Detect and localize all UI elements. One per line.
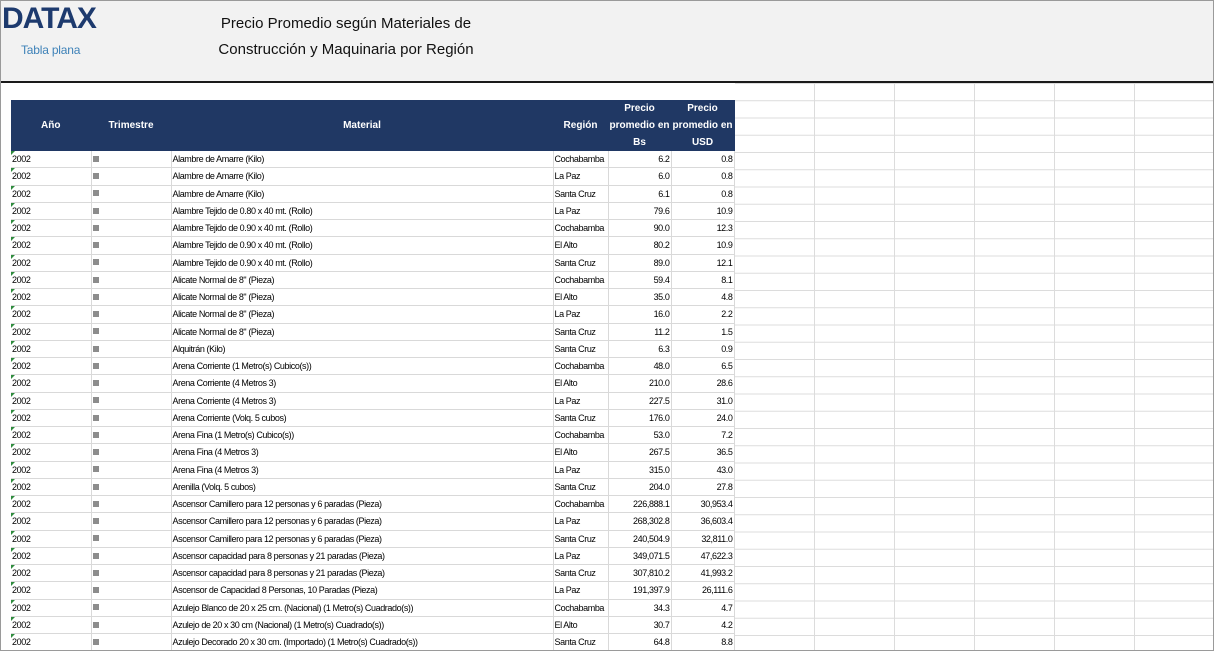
- quarter-cell[interactable]: [91, 151, 171, 168]
- year-cell[interactable]: 2002: [11, 202, 91, 219]
- price-usd-cell[interactable]: 12.3: [671, 220, 734, 237]
- price-table: [11, 100, 735, 651]
- year-cell[interactable]: 2002: [11, 220, 91, 237]
- material-cell[interactable]: Ascensor de Capacidad 8 Personas, 10 Paradas (Pieza): [171, 582, 553, 599]
- error-marker-icon: [93, 432, 99, 438]
- material-cell[interactable]: Alambre de Amarre (Kilo): [171, 151, 553, 168]
- material-cell[interactable]: Alicate Normal de 8" (Pieza): [171, 271, 553, 288]
- material-cell[interactable]: Alambre Tejido de 0.90 x 40 mt. (Rollo): [171, 237, 553, 254]
- material-cell[interactable]: Arena Corriente (4 Metros 3): [171, 392, 553, 409]
- material-cell[interactable]: Alambre de Amarre (Kilo): [171, 185, 553, 202]
- quarter-cell[interactable]: [91, 340, 171, 357]
- table-row[interactable]: [11, 254, 734, 271]
- price-bs-cell[interactable]: 267.5: [608, 444, 671, 461]
- quarter-cell[interactable]: [91, 513, 171, 530]
- error-marker-icon: [93, 570, 99, 576]
- quarter-cell[interactable]: [91, 496, 171, 513]
- material-cell[interactable]: Alambre Tejido de 0.90 x 40 mt. (Rollo): [171, 254, 553, 271]
- year-cell[interactable]: 2002: [11, 616, 91, 633]
- error-marker-icon: [93, 466, 99, 472]
- price-bs-cell[interactable]: 59.4: [608, 271, 671, 288]
- error-marker-icon: [93, 587, 99, 593]
- table-body: [11, 151, 734, 651]
- table-row[interactable]: [11, 513, 734, 530]
- quarter-cell[interactable]: [91, 582, 171, 599]
- price-usd-cell[interactable]: 0.8: [671, 151, 734, 168]
- price-bs-cell[interactable]: 307,810.2: [608, 565, 671, 582]
- year-cell[interactable]: 2002: [11, 168, 91, 185]
- price-usd-cell[interactable]: 0.8: [671, 168, 734, 185]
- price-usd-cell[interactable]: 4.7: [671, 599, 734, 616]
- price-bs-cell[interactable]: 227.5: [608, 392, 671, 409]
- material-cell[interactable]: Azulejo Blanco de 20 x 25 cm. (Nacional) (1 Metro(s) Cuadrado(s)): [171, 599, 553, 616]
- year-cell[interactable]: 2002: [11, 582, 91, 599]
- region-cell[interactable]: Santa Cruz: [553, 409, 608, 426]
- year-cell[interactable]: 2002: [11, 513, 91, 530]
- table-row[interactable]: [11, 375, 734, 392]
- quarter-cell[interactable]: [91, 289, 171, 306]
- price-usd-cell[interactable]: 1.5: [671, 323, 734, 340]
- column-header-region[interactable]: Región: [553, 100, 608, 151]
- material-cell[interactable]: Arena Corriente (4 Metros 3): [171, 375, 553, 392]
- table-row[interactable]: [11, 599, 734, 616]
- material-cell[interactable]: Alicate Normal de 8" (Pieza): [171, 289, 553, 306]
- price-usd-cell[interactable]: 8.1: [671, 271, 734, 288]
- quarter-cell[interactable]: [91, 220, 171, 237]
- year-cell[interactable]: 2002: [11, 151, 91, 168]
- error-marker-icon: [93, 294, 99, 300]
- table-row[interactable]: [11, 616, 734, 633]
- column-header-material[interactable]: Material: [171, 100, 553, 151]
- quarter-cell[interactable]: [91, 547, 171, 564]
- material-cell[interactable]: Azulejo Decorado 20 x 30 cm. (Importado) (1 Metro(s) Cuadrado(s)): [171, 634, 553, 651]
- region-cell[interactable]: La Paz: [553, 168, 608, 185]
- column-header-price-usd[interactable]: Precio promedio en USD: [671, 100, 734, 151]
- price-bs-cell[interactable]: 80.2: [608, 237, 671, 254]
- price-usd-cell[interactable]: 36.5: [671, 444, 734, 461]
- region-cell[interactable]: La Paz: [553, 202, 608, 219]
- year-cell[interactable]: 2002: [11, 306, 91, 323]
- table-row[interactable]: [11, 220, 734, 237]
- region-cell[interactable]: La Paz: [553, 392, 608, 409]
- year-cell[interactable]: 2002: [11, 565, 91, 582]
- year-cell[interactable]: 2002: [11, 409, 91, 426]
- region-cell[interactable]: Cochabamba: [553, 427, 608, 444]
- quarter-cell[interactable]: [91, 271, 171, 288]
- price-bs-cell[interactable]: 6.3: [608, 340, 671, 357]
- year-cell[interactable]: 2002: [11, 237, 91, 254]
- year-cell[interactable]: 2002: [11, 478, 91, 495]
- material-cell[interactable]: Alambre Tejido de 0.90 x 40 mt. (Rollo): [171, 220, 553, 237]
- error-marker-icon: [93, 208, 99, 214]
- report-banner: [1, 1, 1213, 83]
- quarter-cell[interactable]: [91, 409, 171, 426]
- report-title-line-1: Precio Promedio según Materiales de: [220, 15, 472, 32]
- table-row[interactable]: [11, 237, 734, 254]
- material-cell[interactable]: Azulejo de 20 x 30 cm (Nacional) (1 Metro(s) Cuadrado(s)): [171, 616, 553, 633]
- price-usd-cell[interactable]: 0.8: [671, 185, 734, 202]
- material-cell[interactable]: Arena Corriente (1 Metro(s) Cubico(s)): [171, 358, 553, 375]
- price-usd-cell[interactable]: 47,622.3: [671, 547, 734, 564]
- quarter-cell[interactable]: [91, 237, 171, 254]
- price-bs-cell[interactable]: 349,071.5: [608, 547, 671, 564]
- price-usd-cell[interactable]: 12.1: [671, 254, 734, 271]
- table-row[interactable]: [11, 409, 734, 426]
- year-cell[interactable]: 2002: [11, 392, 91, 409]
- region-cell[interactable]: La Paz: [553, 582, 608, 599]
- error-marker-icon: [93, 622, 99, 628]
- region-cell[interactable]: Santa Cruz: [553, 254, 608, 271]
- material-cell[interactable]: Arenilla (Volq. 5 cubos): [171, 478, 553, 495]
- region-cell[interactable]: Cochabamba: [553, 599, 608, 616]
- quarter-cell[interactable]: [91, 323, 171, 340]
- price-usd-cell[interactable]: 7.2: [671, 427, 734, 444]
- price-bs-cell[interactable]: 89.0: [608, 254, 671, 271]
- year-cell[interactable]: 2002: [11, 547, 91, 564]
- error-marker-icon: [93, 415, 99, 421]
- region-cell[interactable]: El Alto: [553, 289, 608, 306]
- quarter-cell[interactable]: [91, 634, 171, 651]
- error-marker-icon: [93, 242, 99, 248]
- quarter-cell[interactable]: [91, 427, 171, 444]
- table-row[interactable]: [11, 340, 734, 357]
- year-cell[interactable]: 2002: [11, 254, 91, 271]
- table-row[interactable]: [11, 358, 734, 375]
- material-cell[interactable]: Alicate Normal de 8" (Pieza): [171, 306, 553, 323]
- error-marker-icon: [93, 449, 99, 455]
- quarter-cell[interactable]: [91, 202, 171, 219]
- price-usd-cell[interactable]: 43.0: [671, 461, 734, 478]
- table-row[interactable]: [11, 547, 734, 564]
- year-cell[interactable]: 2002: [11, 375, 91, 392]
- quarter-cell[interactable]: [91, 358, 171, 375]
- quarter-cell[interactable]: [91, 530, 171, 547]
- region-cell[interactable]: El Alto: [553, 237, 608, 254]
- region-cell[interactable]: Cochabamba: [553, 496, 608, 513]
- datax-logo: DATAX: [2, 2, 96, 35]
- quarter-cell[interactable]: [91, 444, 171, 461]
- table-row[interactable]: [11, 323, 734, 340]
- price-usd-cell[interactable]: 32,811.0: [671, 530, 734, 547]
- report-title-line-2: Construcción y Maquinaria por Región: [218, 41, 474, 58]
- report-title: [191, 11, 501, 63]
- year-cell[interactable]: 2002: [11, 461, 91, 478]
- table-row[interactable]: [11, 271, 734, 288]
- error-marker-icon: [93, 639, 99, 645]
- error-marker-icon: [93, 553, 99, 559]
- price-bs-cell[interactable]: 226,888.1: [608, 496, 671, 513]
- year-cell[interactable]: 2002: [11, 340, 91, 357]
- region-cell[interactable]: La Paz: [553, 306, 608, 323]
- error-marker-icon: [93, 277, 99, 283]
- material-cell[interactable]: Ascensor Camillero para 12 personas y 6 paradas (Pieza): [171, 530, 553, 547]
- region-cell[interactable]: Santa Cruz: [553, 634, 608, 651]
- price-usd-cell[interactable]: 24.0: [671, 409, 734, 426]
- year-cell[interactable]: 2002: [11, 634, 91, 651]
- price-usd-cell[interactable]: 36,603.4: [671, 513, 734, 530]
- year-cell[interactable]: 2002: [11, 496, 91, 513]
- table-row[interactable]: [11, 496, 734, 513]
- price-bs-cell[interactable]: 35.0: [608, 289, 671, 306]
- material-cell[interactable]: Arena Fina (4 Metros 3): [171, 444, 553, 461]
- table-row[interactable]: [11, 530, 734, 547]
- price-bs-cell[interactable]: 268,302.8: [608, 513, 671, 530]
- region-cell[interactable]: Santa Cruz: [553, 478, 608, 495]
- price-bs-cell[interactable]: 6.0: [608, 168, 671, 185]
- price-bs-cell[interactable]: 240,504.9: [608, 530, 671, 547]
- error-marker-icon: [93, 363, 99, 369]
- price-bs-cell[interactable]: 176.0: [608, 409, 671, 426]
- region-cell[interactable]: Santa Cruz: [553, 565, 608, 582]
- price-usd-cell[interactable]: 0.9: [671, 340, 734, 357]
- error-marker-icon: [93, 328, 99, 334]
- price-usd-cell[interactable]: 28.6: [671, 375, 734, 392]
- year-cell[interactable]: 2002: [11, 271, 91, 288]
- price-usd-cell[interactable]: 10.9: [671, 202, 734, 219]
- price-usd-cell[interactable]: 4.8: [671, 289, 734, 306]
- price-bs-cell[interactable]: 64.8: [608, 634, 671, 651]
- quarter-cell[interactable]: [91, 392, 171, 409]
- error-marker-icon: [93, 535, 99, 541]
- table-row[interactable]: [11, 478, 734, 495]
- error-marker-icon: [93, 190, 99, 196]
- material-cell[interactable]: Ascensor capacidad para 8 personas y 21 paradas (Pieza): [171, 547, 553, 564]
- price-usd-cell[interactable]: 26,111.6: [671, 582, 734, 599]
- region-cell[interactable]: La Paz: [553, 461, 608, 478]
- price-usd-cell[interactable]: 2.2: [671, 306, 734, 323]
- material-cell[interactable]: Alicate Normal de 8" (Pieza): [171, 323, 553, 340]
- price-usd-cell[interactable]: 31.0: [671, 392, 734, 409]
- region-cell[interactable]: El Alto: [553, 375, 608, 392]
- table-row[interactable]: [11, 427, 734, 444]
- price-bs-cell[interactable]: 191,397.9: [608, 582, 671, 599]
- quarter-cell[interactable]: [91, 599, 171, 616]
- error-marker-icon: [93, 259, 99, 265]
- year-cell[interactable]: 2002: [11, 289, 91, 306]
- year-cell[interactable]: 2002: [11, 185, 91, 202]
- material-cell[interactable]: Ascensor Camillero para 12 personas y 6 paradas (Pieza): [171, 496, 553, 513]
- quarter-cell[interactable]: [91, 254, 171, 271]
- price-usd-cell[interactable]: 8.8: [671, 634, 734, 651]
- table-row[interactable]: [11, 289, 734, 306]
- table-row[interactable]: [11, 444, 734, 461]
- year-cell[interactable]: 2002: [11, 599, 91, 616]
- material-cell[interactable]: Arena Fina (1 Metro(s) Cubico(s)): [171, 427, 553, 444]
- error-marker-icon: [93, 225, 99, 231]
- table-row[interactable]: [11, 392, 734, 409]
- price-usd-cell[interactable]: 4.2: [671, 616, 734, 633]
- table-row[interactable]: [11, 202, 734, 219]
- material-cell[interactable]: Ascensor Camillero para 12 personas y 6 paradas (Pieza): [171, 513, 553, 530]
- quarter-cell[interactable]: [91, 375, 171, 392]
- price-bs-cell[interactable]: 53.0: [608, 427, 671, 444]
- price-bs-cell[interactable]: 16.0: [608, 306, 671, 323]
- quarter-cell[interactable]: [91, 461, 171, 478]
- error-marker-icon: [93, 173, 99, 179]
- price-bs-cell[interactable]: 315.0: [608, 461, 671, 478]
- column-header-year[interactable]: Año: [11, 100, 91, 151]
- material-cell[interactable]: Ascensor capacidad para 8 personas y 21 paradas (Pieza): [171, 565, 553, 582]
- price-usd-cell[interactable]: 27.8: [671, 478, 734, 495]
- region-cell[interactable]: Cochabamba: [553, 271, 608, 288]
- price-bs-cell[interactable]: 30.7: [608, 616, 671, 633]
- table-row[interactable]: [11, 185, 734, 202]
- region-cell[interactable]: Cochabamba: [553, 151, 608, 168]
- price-bs-cell[interactable]: 204.0: [608, 478, 671, 495]
- region-cell[interactable]: Santa Cruz: [553, 340, 608, 357]
- error-marker-icon: [93, 518, 99, 524]
- error-marker-icon: [93, 604, 99, 610]
- price-bs-cell[interactable]: 6.1: [608, 185, 671, 202]
- quarter-cell[interactable]: [91, 185, 171, 202]
- region-cell[interactable]: Santa Cruz: [553, 530, 608, 547]
- column-header-price-bs[interactable]: Precio promedio en Bs: [608, 100, 671, 151]
- price-bs-cell[interactable]: 90.0: [608, 220, 671, 237]
- table-row[interactable]: [11, 151, 734, 168]
- error-marker-icon: [93, 346, 99, 352]
- year-cell[interactable]: 2002: [11, 530, 91, 547]
- quarter-cell[interactable]: [91, 565, 171, 582]
- price-bs-cell[interactable]: 48.0: [608, 358, 671, 375]
- region-cell[interactable]: El Alto: [553, 616, 608, 633]
- column-header-quarter[interactable]: Trimestre: [91, 100, 171, 151]
- price-bs-cell[interactable]: 79.6: [608, 202, 671, 219]
- region-cell[interactable]: Cochabamba: [553, 220, 608, 237]
- error-marker-icon: [93, 311, 99, 317]
- material-cell[interactable]: Arena Corriente (Volq. 5 cubos): [171, 409, 553, 426]
- quarter-cell[interactable]: [91, 616, 171, 633]
- table-row[interactable]: [11, 168, 734, 185]
- table-row[interactable]: [11, 461, 734, 478]
- table-row[interactable]: [11, 634, 734, 651]
- table-row[interactable]: [11, 306, 734, 323]
- table-row[interactable]: [11, 565, 734, 582]
- year-cell[interactable]: 2002: [11, 427, 91, 444]
- error-marker-icon: [93, 397, 99, 403]
- region-cell[interactable]: La Paz: [553, 547, 608, 564]
- table-header-row: [11, 100, 734, 151]
- region-cell[interactable]: El Alto: [553, 444, 608, 461]
- material-cell[interactable]: Alambre de Amarre (Kilo): [171, 168, 553, 185]
- region-cell[interactable]: Santa Cruz: [553, 185, 608, 202]
- material-cell[interactable]: Alambre Tejido de 0.80 x 40 mt. (Rollo): [171, 202, 553, 219]
- quarter-cell[interactable]: [91, 306, 171, 323]
- price-bs-cell[interactable]: 210.0: [608, 375, 671, 392]
- error-marker-icon: [93, 156, 99, 162]
- region-cell[interactable]: La Paz: [553, 513, 608, 530]
- material-cell[interactable]: Arena Fina (4 Metros 3): [171, 461, 553, 478]
- price-bs-cell[interactable]: 6.2: [608, 151, 671, 168]
- error-marker-icon: [93, 501, 99, 507]
- table-row[interactable]: [11, 582, 734, 599]
- price-usd-cell[interactable]: 10.9: [671, 237, 734, 254]
- year-cell[interactable]: 2002: [11, 444, 91, 461]
- price-bs-cell[interactable]: 34.3: [608, 599, 671, 616]
- year-cell[interactable]: 2002: [11, 323, 91, 340]
- year-cell[interactable]: 2002: [11, 358, 91, 375]
- region-cell[interactable]: Cochabamba: [553, 358, 608, 375]
- logo-subtitle: Tabla plana: [21, 43, 81, 57]
- quarter-cell[interactable]: [91, 478, 171, 495]
- price-bs-cell[interactable]: 11.2: [608, 323, 671, 340]
- price-usd-cell[interactable]: 41,993.2: [671, 565, 734, 582]
- material-cell[interactable]: Alquitrán (Kilo): [171, 340, 553, 357]
- error-marker-icon: [93, 380, 99, 386]
- region-cell[interactable]: Santa Cruz: [553, 323, 608, 340]
- price-usd-cell[interactable]: 6.5: [671, 358, 734, 375]
- quarter-cell[interactable]: [91, 168, 171, 185]
- error-marker-icon: [93, 484, 99, 490]
- price-usd-cell[interactable]: 30,953.4: [671, 496, 734, 513]
